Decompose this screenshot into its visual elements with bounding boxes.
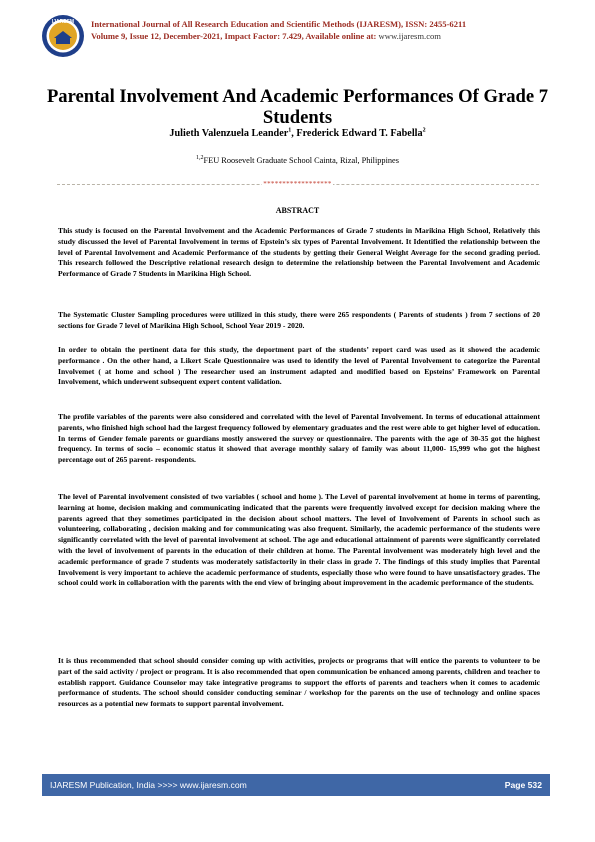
author-sup: 1 — [288, 127, 292, 134]
journal-header — [91, 19, 571, 42]
journal-logo — [41, 14, 85, 58]
affiliation-text: FEU Roosevelt Graduate School Cainta, Rizal, Philippines — [203, 156, 399, 165]
journal-seal-icon — [41, 14, 85, 58]
author-list — [40, 128, 555, 139]
affiliation-sup: 1,2 — [196, 155, 204, 162]
abstract-paragraph: In order to obtain the pertinent data for this study, the deportment part of the students’ report card was used as it showed the academic performance . On the other hand, a Likert Scale Questionnaire was used to identify the level of Parental Involvement to categorize the Parental Involvemet ( at home and school ) The researcher used an instrument adapted and modified based on Epsteins’ Framework on Parental Involvement, which underwent subsequent expert content validation. — [58, 345, 540, 387]
author-name: Frederick Edward T. Fabella — [296, 128, 423, 139]
abstract-paragraph: It is thus recommended that school should consider coming up with activities, projects or programs that will entice the parents to volunteer to be part of the said activity / project or program. It is also recommended that open communication be enhanced among parents, children and teacher to establish rapport. Guidance Counselor may take integrative programs to support the efforts of parents and teachers when it comes to academic performance of students. The school should consider conducting seminar / workshop for the parents on the use of technology and online spaces resources as a potential new formats to support parental involvement. — [58, 656, 540, 709]
affiliation — [40, 156, 555, 165]
author-separator: , — [291, 128, 297, 139]
abstract-paragraph: This study is focused on the Parental Involvement and the Academic Performances of Grade 7 students in Marikina High School, Relatively this study discussed the level of Parental Involvement in terms of Epstein’s six types of Parental Involvement. It Identified the relationship between the level of Parental Involvement and Academic Performance of the students by getting their General Weight Average for the second grading period. This research followed the Descriptive relational research design to determine the relationship between the Parental Involvement and Academic Performance of Grade 7 Students in Marikina High School. — [58, 226, 540, 279]
journal-header-line1: International Journal of All Research Education and Scientific Methods (IJARESM), ISSN: 2455-6211 — [91, 19, 467, 29]
journal-header-line2 — [91, 31, 571, 43]
abstract-paragraph: The level of Parental involvement consisted of two variables ( school and home ). The Level of parental involvement at home in terms of parenting, learning at home, decision making and communicating indicated that the parents were frequently involved except for decision making where the parents agreed that they sometimes participated in the decision about school matters. The level of Involvement of Parents in school such as volunteering, collaborating , decision making and for communicating was also frequent. Similarly, the academic performance of the students were significantly correlated with the level of parental involvement at school. The age and educational attainment of parents were significantly correlated with the level of involvement of parents in the education of their children at home. The Parental involvement was moderately high level and the academic performance of grade 7 students was moderately satisfactorily in their class in grade 7. The findings of this study implies that Parental Involvement is very important to achieve the academic performance of students, especially those who were found to have unsatisfactory grades. The school could work in collaboration with the parents with the end view of bringing about improvement in the academic performance of the students. — [58, 492, 540, 588]
abstract-heading: ABSTRACT — [275, 206, 320, 215]
abstract-paragraph: The Systematic Cluster Sampling procedures were utilized in this study, there were 265 respondents ( Parents of students ) from 7 sections of 20 sections for Grade 7 level of Marikina High School, School Year 2019 - 2020. — [58, 310, 540, 330]
abstract-paragraph: The profile variables of the parents were also considered and correlated with the level of Parental Involvement. In terms of educational attainment parents, who finished high school had the largest frequency followed by elementary graduates and the rest were able to get higher level of education. In terms of Gender female parents or guardians mostly answered the survey or questionnaire. The parents with the age of 30-35 got the highest frequency. In terms of socio – economic status it showed that average monthly salary of family was about 11,000- 15,999 who got the highest percentage out of 265 parent- respondents. — [58, 412, 540, 465]
footer-publication: IJARESM Publication, India >>>> www.ijaresm.com — [50, 780, 247, 790]
page-number: Page 532 — [504, 780, 542, 790]
journal-header-volume: Volume 9, Issue 12, December-2021, Impact Factor: 7.429, Available online at: — [91, 30, 377, 41]
author-sup: 2 — [422, 127, 426, 134]
separator-stars: ****************** — [263, 180, 332, 188]
paper-title: Parental Involvement And Academic Performances Of Grade 7 Students — [46, 86, 549, 129]
author-name: Julieth Valenzuela Leander — [169, 128, 289, 139]
journal-url-link[interactable]: www.ijaresm.com — [378, 30, 441, 41]
logo-text: IJARESM — [51, 19, 75, 25]
page-footer — [42, 774, 550, 796]
